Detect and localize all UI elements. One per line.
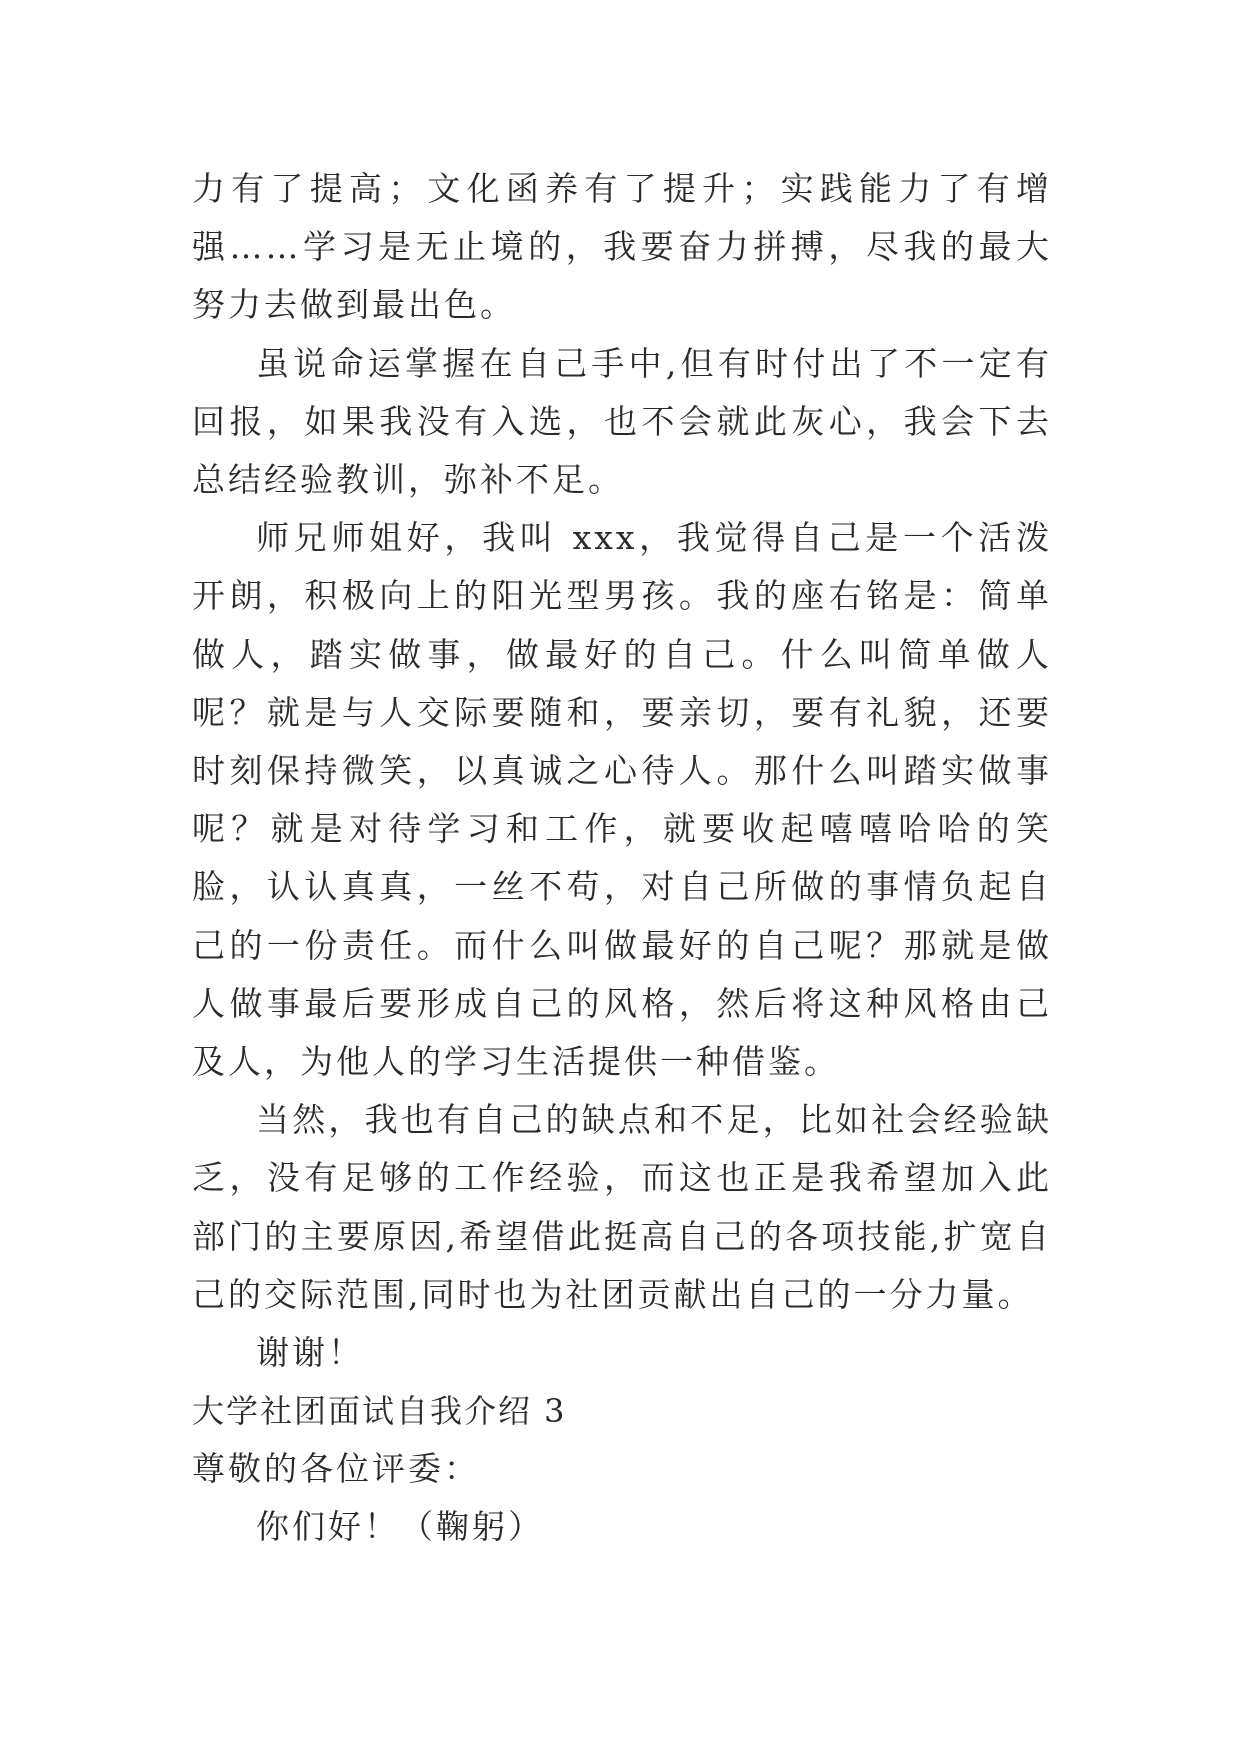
- paragraph-thanks: 谢谢！: [256, 1333, 364, 1373]
- paragraph-self-intro: 师兄师姐好，我叫 xxx，我觉得自己是一个活泼开朗，积极向上的阳光型男孩。我的座右铭是：简单做人，踏实做事，做最好的自己。什么叫简单做人呢？就是与人交际要随和，要亲切，要有礼貌，还要时刻保持微笑，以真诚之心待人。那什么叫踏实做事呢？就是对待学习和工作，就要收起嘻嘻哈哈的笑脸，认认真真，一丝不苟，对自己所做的事情负起自己的一份责任。而什么叫做最好的自己呢？那就是做人做事最后要形成自己的风格，然后将这种风格由己及人，为他人的学习生活提供一种借鉴。: [192, 518, 1052, 1082]
- paragraph-continuation: 力有了提高；文化函养有了提升；实践能力了有增强……学习是无止境的，我要奋力拼搏，尽我的最大努力去做到最出色。: [192, 169, 1052, 325]
- paragraph-shortcomings: 当然，我也有自己的缺点和不足，比如社会经验缺乏，没有足够的工作经验，而这也正是我希望加入此部门的主要原因,希望借此挺高自己的各项技能,扩宽自己的交际范围,同时也为社团贡献出自己的一分力量。: [192, 1100, 1052, 1314]
- salutation: 尊敬的各位评委：: [192, 1449, 480, 1489]
- section-title: 大学社团面试自我介绍 3: [192, 1392, 567, 1431]
- document-body: [192, 160, 1052, 1557]
- paragraph-destiny: 虽说命运掌握在自己手中,但有时付出了不一定有回报，如果我没有入选，也不会就此灰心，我会下去总结经验教训，弥补不足。: [192, 343, 1052, 500]
- greeting: 你们好！（鞠躬）: [256, 1507, 544, 1547]
